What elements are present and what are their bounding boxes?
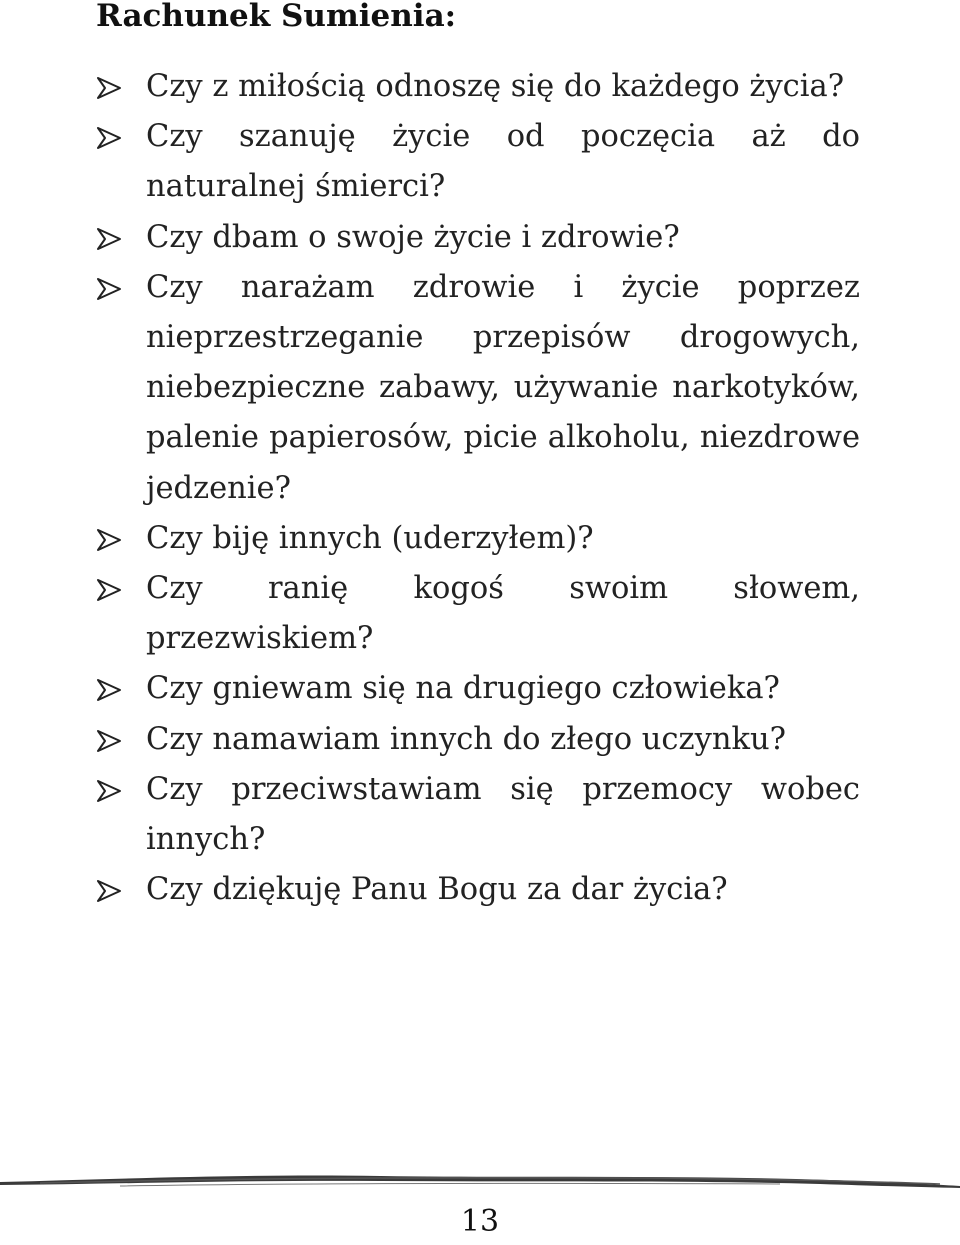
question-text: Czy dziękuję Panu Bogu za dar życia? xyxy=(146,872,728,908)
list-item xyxy=(96,715,860,765)
arrowhead-bullet-icon xyxy=(96,126,122,150)
list-item xyxy=(96,514,860,564)
brush-stroke-divider xyxy=(0,1162,960,1192)
question-text: Czy namawiam innych do złego uczynku? xyxy=(146,721,786,757)
question-text: Czy ranię kogoś swoim słowem, przezwiskiem? xyxy=(146,571,860,657)
arrowhead-bullet-icon xyxy=(96,879,122,903)
question-text: Czy przeciwstawiam się przemocy wobec innych? xyxy=(146,771,860,858)
list-item xyxy=(96,112,860,212)
arrowhead-bullet-icon xyxy=(96,277,122,301)
question-text: Czy biję innych (uderzyłem)? xyxy=(146,520,594,556)
list-item xyxy=(96,865,860,915)
arrowhead-bullet-icon xyxy=(96,528,122,552)
list-item xyxy=(96,564,860,664)
arrowhead-bullet-icon xyxy=(96,678,122,702)
question-text: Czy z miłością odnoszę się do każdego życia? xyxy=(146,69,845,104)
examination-question-list xyxy=(96,62,860,915)
arrowhead-bullet-icon xyxy=(96,76,122,100)
arrowhead-bullet-icon xyxy=(96,578,122,602)
arrowhead-bullet-icon xyxy=(96,779,122,803)
page-heading: Rachunek Sumienia: xyxy=(96,0,457,34)
list-item xyxy=(96,62,860,112)
question-text: Czy narażam zdrowie i życie poprzez nieprzestrzeganie przepisów drogowych, niebezpieczne zabawy, używanie narkotyków, palenie papierosów, picie alkoholu, niezdrowe jedzenie? xyxy=(146,269,860,506)
page-number: 13 xyxy=(460,1204,500,1239)
arrowhead-bullet-icon xyxy=(96,729,122,753)
list-item xyxy=(96,765,860,865)
list-item xyxy=(96,263,860,514)
list-item xyxy=(96,213,860,263)
list-item xyxy=(96,664,860,714)
arrowhead-bullet-icon xyxy=(96,227,122,251)
question-text: Czy szanuję życie od poczęcia aż do naturalnej śmierci? xyxy=(146,119,860,205)
question-text: Czy dbam o swoje życie i zdrowie? xyxy=(146,219,680,255)
question-text: Czy gniewam się na drugiego człowieka? xyxy=(146,671,780,707)
